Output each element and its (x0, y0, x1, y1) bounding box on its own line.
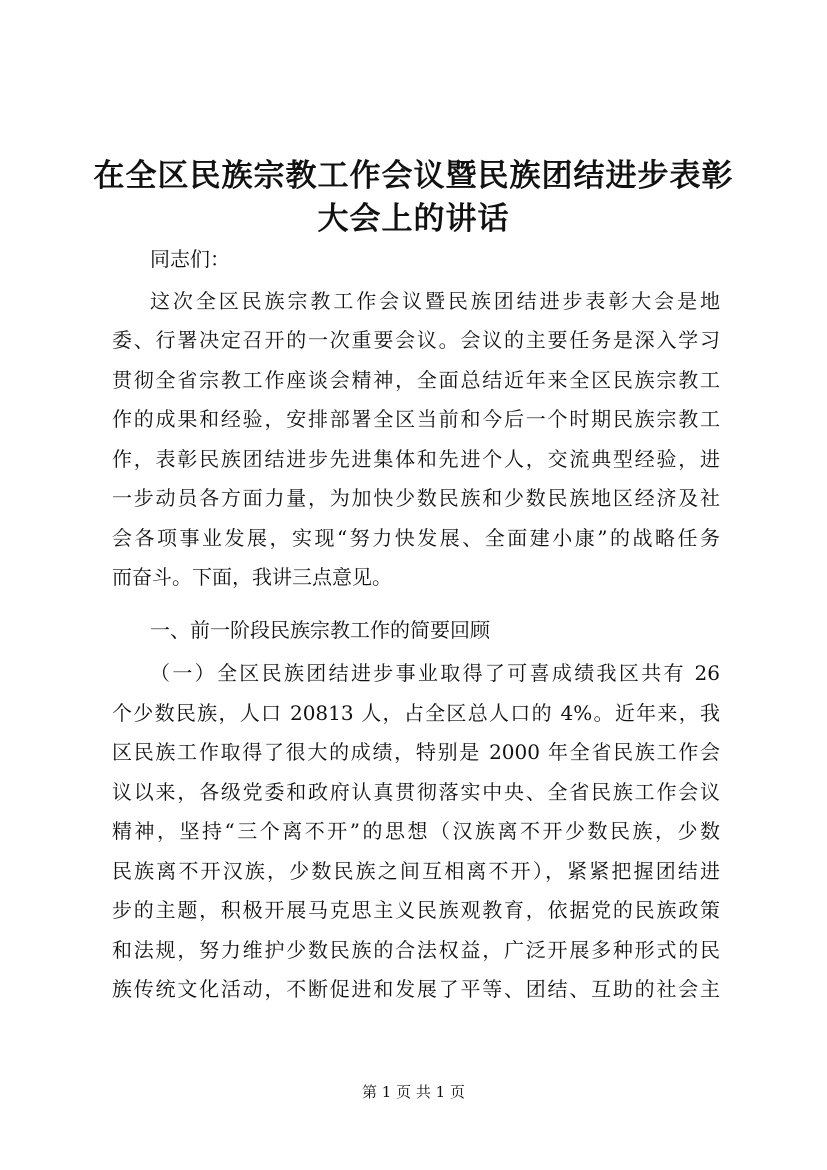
paragraph-line: 步的主题，积极开展马克思主义民族观教育，依据党的民族政策 (112, 898, 720, 922)
paragraph-line: 贯彻全省宗教工作座谈会精神，全面总结近年来全区民族宗教工 (112, 368, 720, 392)
paragraph-line: 民族离不开汉族，少数民族之间互相离不开），紧紧把握团结进 (112, 859, 720, 883)
document-title-line-1: 在全区民族宗教工作会议暨民族团结进步表彰 (93, 158, 734, 194)
paragraph-line: 作，表彰民族团结进步先进集体和先进个人，交流典型经验，进 (112, 447, 720, 471)
paragraph-line: 作的成果和经验，安排部署全区当前和今后一个时期民族宗教工 (112, 407, 720, 431)
paragraph-line: 委、行署决定召开的一次重要会议。会议的主要任务是深入学习 (112, 328, 720, 352)
paragraph-line: 会各项事业发展，实现“努力快发展、全面建小康”的战略任务 (112, 526, 720, 550)
paragraph-line: 个少数民族，人口 20813 人，占全区总人口的 4%。近年来，我 (112, 701, 720, 725)
document-title-line-2: 大会上的讲话 (317, 201, 510, 237)
page-footer: 第 1 页 共 1 页 (362, 1083, 465, 1101)
paragraph-line: 和法规，努力维护少数民族的合法权益，广泛开展多种形式的民 (112, 938, 720, 962)
paragraph-line: 而奋斗。下面，我讲三点意见。 (112, 565, 392, 589)
section-heading: 一、前一阶段民族宗教工作的简要回顾 (150, 618, 490, 642)
paragraph-line: 一步动员各方面力量，为加快少数民族和少数民族地区经济及社 (112, 486, 720, 510)
paragraph-line: 这次全区民族宗教工作会议暨民族团结进步表彰大会是地 (150, 289, 720, 313)
paragraph-line: 族传统文化活动，不断促进和发展了平等、团结、互助的社会主 (112, 977, 720, 1001)
salutation: 同志们： (150, 247, 230, 271)
paragraph-line: （一）全区民族团结进步事业取得了可喜成绩我区共有 26 (150, 661, 720, 685)
paragraph-line: 议以来，各级党委和政府认真贯彻落实中央、全省民族工作会议 (112, 780, 720, 804)
paragraph-line: 精神，坚持“三个离不开”的思想（汉族离不开少数民族，少数 (112, 819, 720, 843)
paragraph-line: 区民族工作取得了很大的成绩，特别是 2000 年全省民族工作会 (112, 740, 720, 764)
